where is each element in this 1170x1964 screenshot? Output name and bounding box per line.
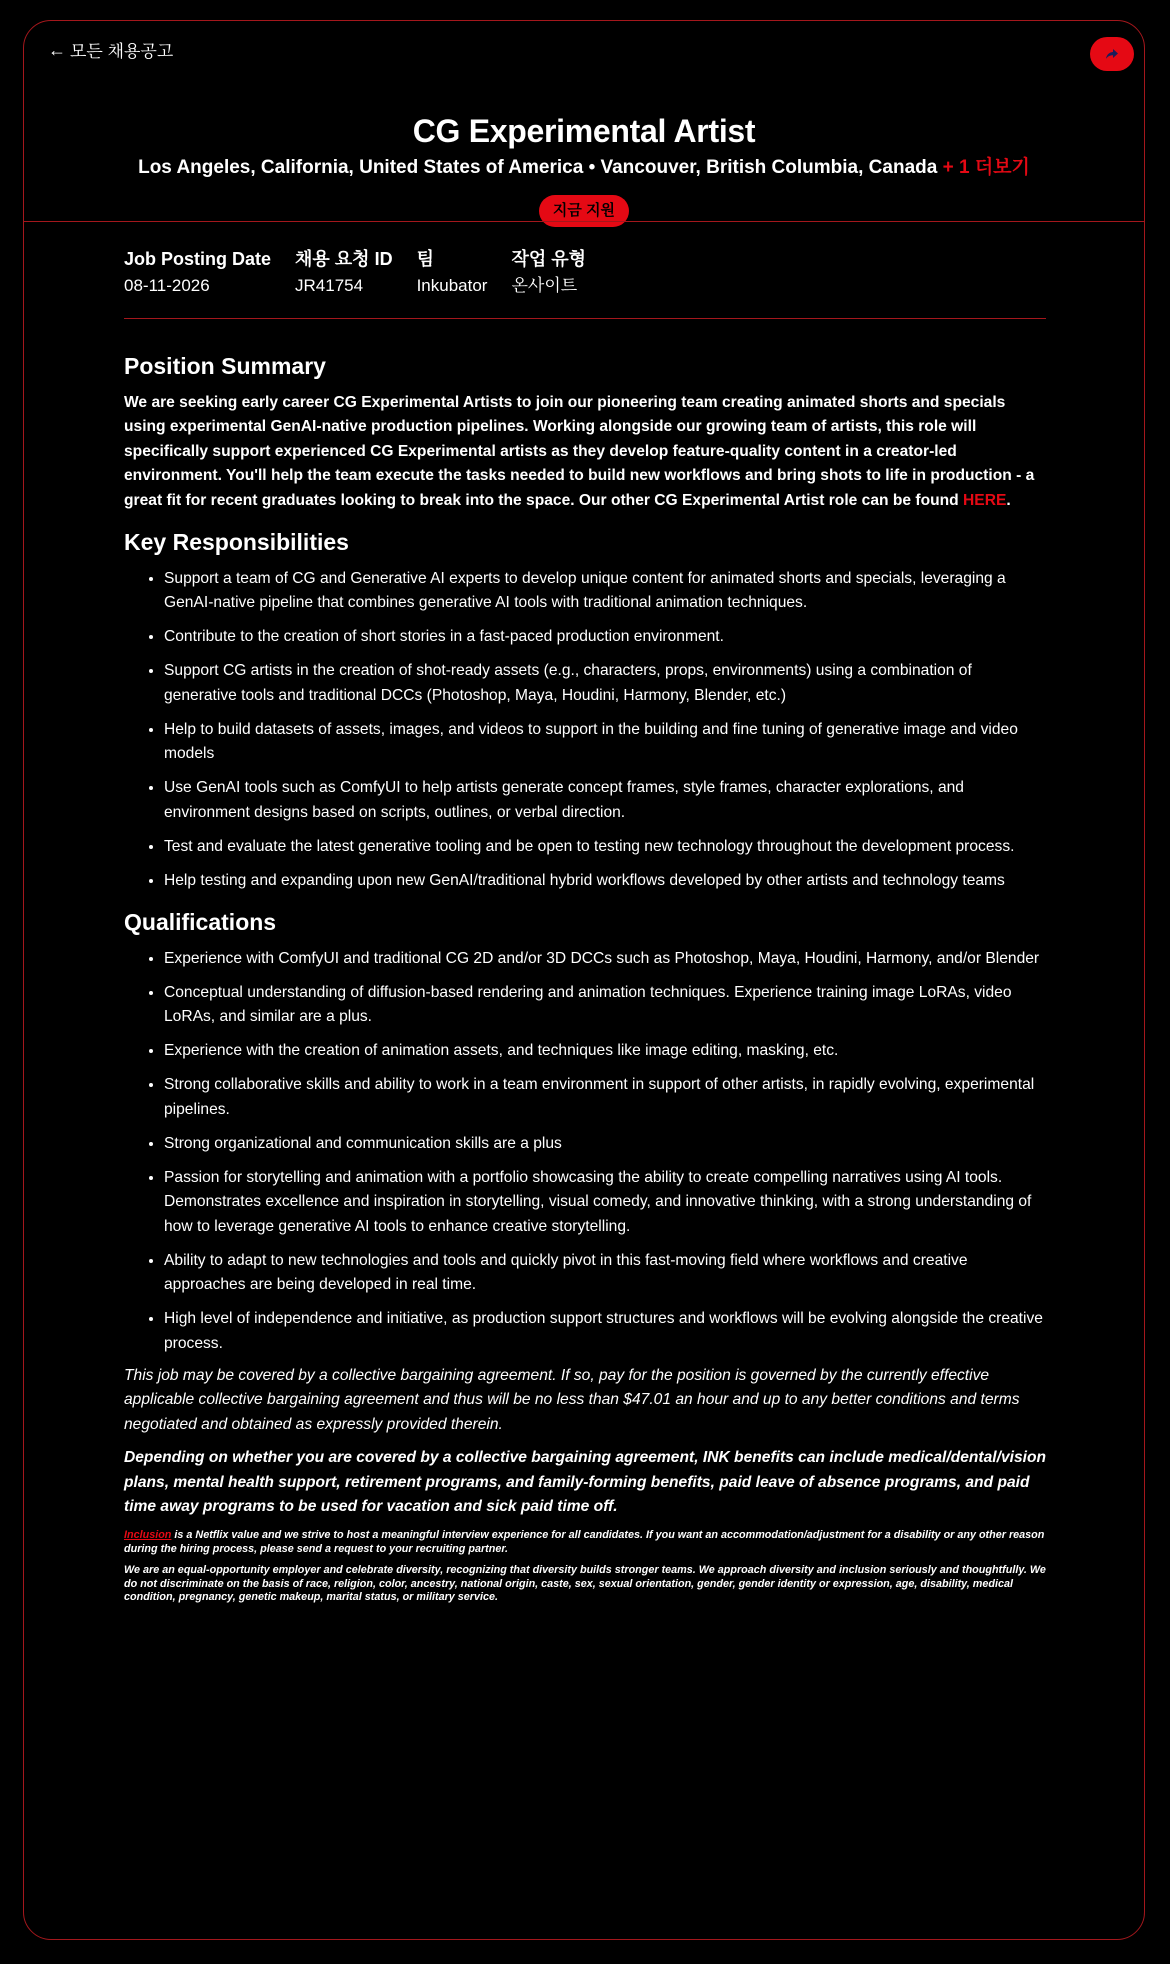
list-item: • Experience with ComfyUI and traditional CG 2D and/or 3D DCCs such as Photoshop, Maya, Houdini, Harmony, and/or Blender bbox=[164, 947, 1046, 971]
list-item: • Test and evaluate the latest generative tooling and be open to testing new technology throughout the development process. bbox=[164, 835, 1046, 859]
other-role-link[interactable]: HERE bbox=[963, 491, 1007, 509]
header-divider bbox=[24, 221, 1144, 222]
summary-body: We are seeking early career CG Experimental Artists to join our pioneering team creating animated shorts and specials using experimental GenAI-native production pipelines. Working alongside our growing team of artists, this role will specifically support experienced CG Experimental artists as they develop feature-quality content in a creator-led environment. You'll help the team execute the tasks needed to build new workflows and bring shots to life in production - a great fit for recent graduates looking to break into the space. Our other CG Experimental Artist role can be found bbox=[124, 394, 1035, 509]
list-item: • Strong collaborative skills and ability to work in a team environment in support of other artists, in rapidly evolving, experimental pipelines. bbox=[164, 1073, 1046, 1122]
list-item: • Contribute to the creation of short stories in a fast-paced production environment. bbox=[164, 625, 1046, 649]
list-item: • Experience with the creation of animation assets, and techniques like image editing, masking, etc. bbox=[164, 1039, 1046, 1063]
list-item: • Strong organizational and communication skills are a plus bbox=[164, 1132, 1046, 1156]
share-button[interactable] bbox=[1090, 37, 1134, 71]
job-header bbox=[24, 111, 1144, 227]
list-item: • Support a team of CG and Generative AI experts to develop unique content for animated shorts and specials, leveraging a GenAI-native pipeline that combines generative AI tools with traditional animation techniques. bbox=[164, 567, 1046, 616]
meta-value: JR41754 bbox=[295, 276, 364, 295]
job-title: CG Experimental Artist bbox=[412, 113, 756, 149]
job-description bbox=[124, 247, 1046, 1604]
meta-label: Job Posting Date bbox=[124, 249, 272, 269]
list-item: • High level of independence and initiative, as production support structures and workflows will be evolving alongside the creative process. bbox=[164, 1307, 1046, 1356]
job-locations bbox=[24, 155, 1144, 181]
list-item: • Ability to adapt to new technologies and tools and quickly pivot in this fast-moving field where workflows and creative approaches are being developed in real time. bbox=[164, 1249, 1046, 1298]
list-item: • Passion for storytelling and animation with a portfolio showcasing the ability to create compelling narratives using AI tools. Demonstrates excellence and inspiration in storytelling, visual comedy, and innovative thinking, with a strong understanding of how to leverage generative AI tools to enhance creative storytelling. bbox=[164, 1166, 1046, 1239]
inclusion-text: is a Netflix value and we strive to host a meaningful interview experience for all candidates. If you want an accommodation/adjustment for a disability or any other reason during the hiring process, please send a request to your recruiting partner. bbox=[124, 1529, 1045, 1555]
summary-end: . bbox=[1006, 491, 1011, 509]
job-meta bbox=[124, 247, 1046, 319]
back-arrow-icon: ← bbox=[48, 39, 66, 60]
more-locations-link[interactable]: + 1 더보기 bbox=[942, 157, 1030, 178]
job-posting-card bbox=[23, 20, 1145, 1940]
list-item: • Help to build datasets of assets, images, and videos to support in the building and fine tuning of generative image and video models bbox=[164, 718, 1046, 767]
share-icon bbox=[1104, 46, 1120, 62]
responsibilities-heading: Key Responsibilities bbox=[124, 529, 349, 556]
apply-now-button[interactable]: 지금 지원 bbox=[539, 195, 629, 227]
qualifications-list bbox=[124, 947, 1046, 1356]
meta-value: 온사이트 bbox=[511, 276, 578, 295]
list-item: • Support CG artists in the creation of shot-ready assets (e.g., characters, props, environments) using a combination of generative tools and traditional DCCs (Photoshop, Maya, Houdini, Harmony, Blender, etc.) bbox=[164, 659, 1046, 708]
inclusion-note bbox=[124, 1529, 1046, 1556]
list-item: • Help testing and expanding upon new GenAI/traditional hybrid workflows developed by other artists and technology teams bbox=[164, 869, 1046, 893]
meta-value: Inkubator bbox=[416, 276, 488, 295]
meta-label: 채용 요청 ID bbox=[295, 249, 393, 269]
position-summary-heading: Position Summary bbox=[124, 353, 326, 379]
meta-team bbox=[417, 247, 488, 298]
qualifications-heading: Qualifications bbox=[124, 909, 277, 936]
back-to-all-jobs-link[interactable] bbox=[48, 37, 173, 62]
responsibilities-list bbox=[124, 567, 1046, 893]
equal-opportunity-note: We are an equal-opportunity employer and celebrate diversity, recognizing that diversity builds stronger teams. We approach diversity and inclusion seriously and thoughtfully. We do not discriminate on the basis of race, religion, color, ancestry, national origin, caste, sex, sexual orientation, gender, gender identity or expression, age, disability, medical condition, pregnancy, genetic makeup, marital status, or military service. bbox=[124, 1564, 1046, 1603]
inclusion-link[interactable]: Inclusion bbox=[124, 1529, 172, 1542]
meta-posting-date bbox=[124, 247, 271, 298]
top-bar bbox=[48, 37, 1120, 77]
position-summary-text bbox=[124, 391, 1046, 513]
list-item: • Conceptual understanding of diffusion-based rendering and animation techniques. Experience training image LoRAs, video LoRAs, and similar are a plus. bbox=[164, 981, 1046, 1030]
back-link-label: 모든 채용공고 bbox=[70, 42, 174, 61]
meta-work-type bbox=[511, 247, 586, 298]
meta-label: 팀 bbox=[416, 249, 434, 269]
benefits-note: Depending on whether you are covered by a collective bargaining agreement, INK benefits can include medical/dental/vision plans, mental health support, retirement programs, and family-forming benefits, paid leave of absence programs, and paid time away programs to be used for vacation and sick paid time off. bbox=[124, 1449, 1047, 1515]
meta-label: 작업 유형 bbox=[511, 249, 587, 269]
location-list: Los Angeles, California, United States of America • Vancouver, British Columbia, Canada bbox=[138, 157, 938, 178]
list-item: • Use GenAI tools such as ComfyUI to help artists generate concept frames, style frames, character explorations, and environment designs based on scripts, outlines, or verbal direction. bbox=[164, 776, 1046, 825]
collective-bargaining-note: This job may be covered by a collective bargaining agreement. If so, pay for the position is governed by the currently effective applicable collective bargaining agreement and thus will be no less than $47.01 an hour and up to any better conditions and terms negotiated and obtained as expressly provided therein. bbox=[124, 1366, 1020, 1433]
meta-requisition-id bbox=[295, 247, 393, 298]
meta-value: 08-11-2026 bbox=[124, 276, 210, 295]
